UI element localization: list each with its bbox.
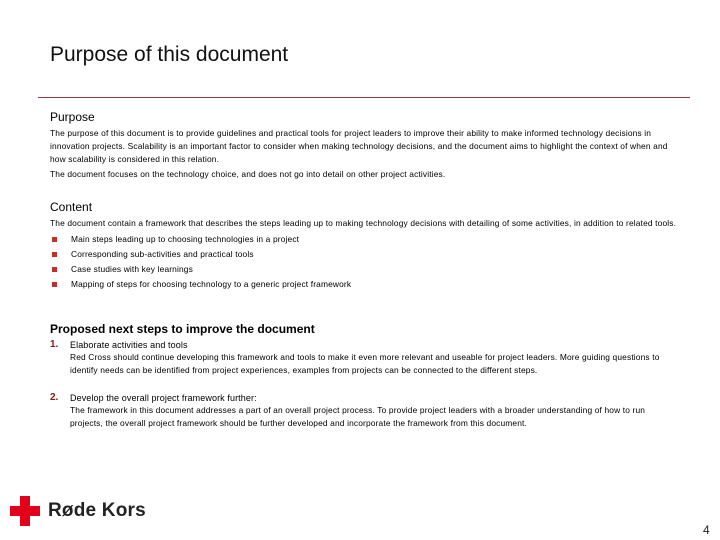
step-number: 2. [50, 392, 59, 403]
list-item [50, 232, 680, 247]
step-body: The framework in this document addresses a part of an overall project process. To provide project leaders with a broader understanding of how to run projects, the overall project framework should be further developed and incorporate the framework from this document. [70, 405, 646, 428]
list-item-text: Mapping of steps for choosing technology to a generic project framework [71, 279, 352, 289]
bullet-square-icon [52, 252, 57, 257]
logo-text: Røde Kors [48, 500, 146, 521]
next-steps-heading: Proposed next steps to improve the document [50, 322, 315, 336]
list-item-text: Case studies with key learnings [71, 264, 193, 274]
step-number: 1. [50, 339, 59, 350]
page-number: 4 [703, 523, 710, 537]
purpose-heading: Purpose [50, 110, 95, 124]
step-title: Elaborate activities and tools [70, 340, 188, 350]
list-item [50, 277, 680, 292]
step-title: Develop the overall project framework further: [70, 393, 257, 403]
purpose-section [50, 110, 680, 183]
next-step-item [50, 392, 680, 430]
rode-kors-logo [10, 496, 146, 526]
next-steps-section [50, 322, 680, 430]
step-body: Red Cross should continue developing this framework and tools to make it even more relevant and useable for project leaders. More guiding questions to identify needs can be identified from project experiences, examples from projects can be connected to the different steps. [70, 352, 660, 375]
red-cross-icon [10, 496, 40, 526]
content-intro: The document contain a framework that describes the steps leading up to making technology decisions with detailing of some activities, in addition to related tools. [50, 218, 677, 228]
content-section [50, 200, 680, 292]
list-item-text: Main steps leading up to choosing technologies in a project [71, 234, 300, 244]
purpose-paragraph: The purpose of this document is to provide guidelines and practical tools for project leaders to improve their ability to make informed technology decisions in innovation projects. Scalability is an important factor to consider when making technology decisions, and the document aims to highlight the context of when and how scalability is considered in this relation. [50, 128, 668, 164]
list-item-text: Corresponding sub-activities and practical tools [71, 249, 254, 259]
bullet-square-icon [52, 237, 57, 242]
bullet-square-icon [52, 282, 57, 287]
list-item [50, 262, 680, 277]
content-bullet-list [50, 232, 680, 292]
content-heading: Content [50, 200, 93, 214]
bullet-square-icon [52, 267, 57, 272]
page-title: Purpose of this document [50, 43, 289, 66]
next-step-item [50, 339, 680, 377]
title-divider [38, 97, 690, 98]
purpose-paragraph: The document focuses on the technology choice, and does not go into detail on other project activities. [50, 169, 446, 179]
list-item [50, 247, 680, 262]
